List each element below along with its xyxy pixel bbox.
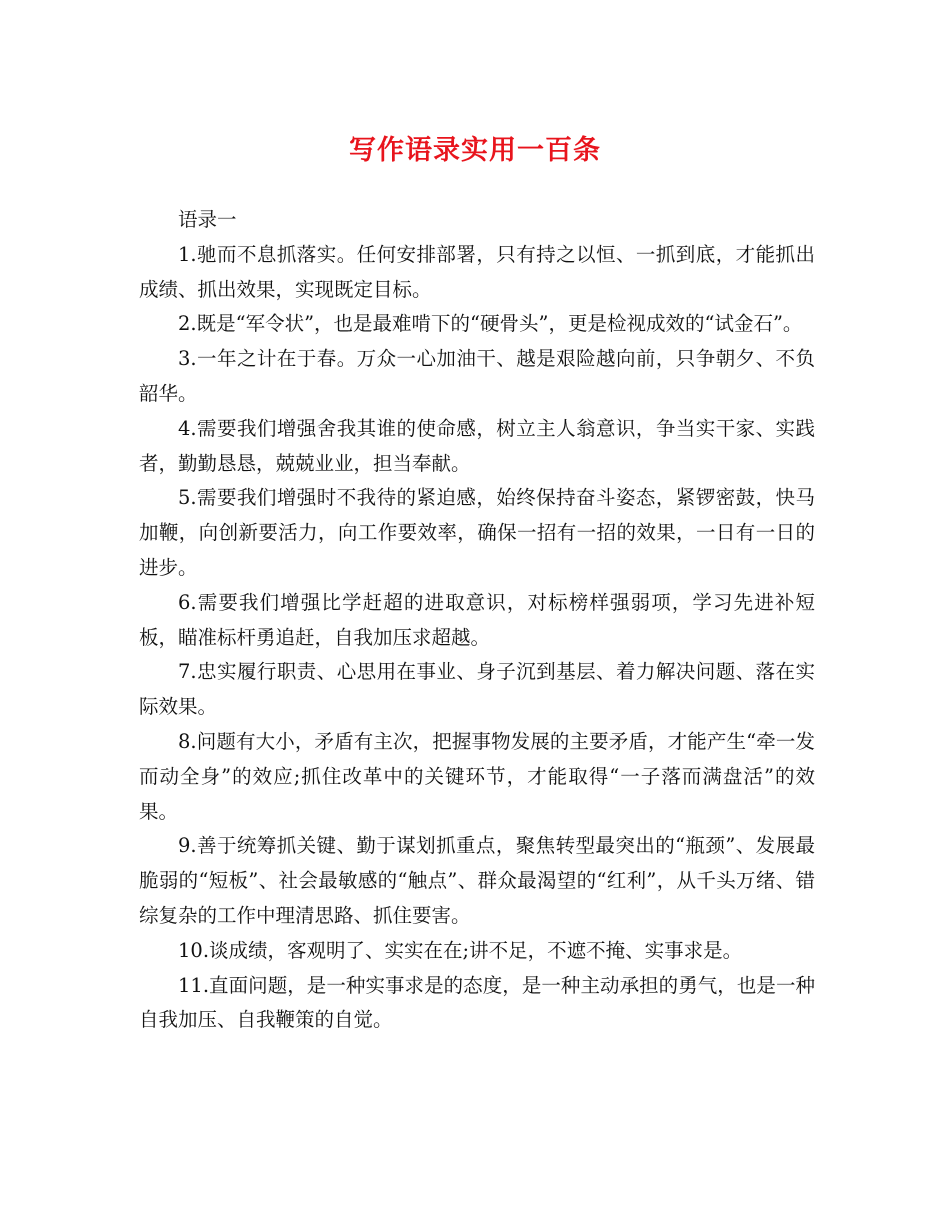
- quote-item-8: 8.问题有大小，矛盾有主次，把握事物发展的主要矛盾，才能产生“牵一发而动全身”的效应;抓住改革中的关键环节，才能取得“一子落而满盘活”的效果。: [139, 729, 815, 823]
- document-body: [139, 203, 815, 1038]
- quote-item-2: 2.既是“军令状”，也是最难啃下的“硬骨头”，更是检视成效的“试金石”。: [178, 312, 803, 336]
- quote-item-10: 10.谈成绩，客观明了、实实在在;讲不足，不遮不掩、实事求是。: [178, 938, 743, 962]
- document-title: 写作语录实用一百条: [349, 135, 601, 166]
- quote-item-1: 1.驰而不息抓落实。任何安排部署，只有持之以恒、一抓到底，才能抓出成绩、抓出效果，实现既定目标。: [139, 242, 815, 301]
- quote-item-5: 5.需要我们增强时不我待的紧迫感，始终保持奋斗姿态，紧锣密鼓，快马加鞭，向创新要活力，向工作要效率，确保一招有一招的效果，一日有一日的进步。: [139, 486, 815, 579]
- quote-item-3: 3.一年之计在于春。万众一心加油干、越是艰险越向前，只争朝夕、不负韶华。: [139, 347, 815, 405]
- quote-item-9: 9.善于统筹抓关键、勤于谋划抓重点，聚焦转型最突出的“瓶颈”、发展最脆弱的“短板”、社会最敏感的“触点”、群众最渴望的“红利”，从千头万绪、错综复杂的工作中理清思路、抓住要害。: [139, 834, 815, 927]
- quote-item-7: 7.忠实履行职责、心思用在事业、身子沉到基层、着力解决问题、落在实际效果。: [139, 660, 815, 719]
- section-heading: 语录一: [178, 208, 237, 231]
- quote-item-11: 11.直面问题，是一种实事求是的态度，是一种主动承担的勇气，也是一种自我加压、自我鞭策的自觉。: [139, 973, 815, 1032]
- quote-item-4: 4.需要我们增强舍我其谁的使命感，树立主人翁意识，争当实干家、实践者，勤勤恳恳，兢兢业业，担当奉献。: [139, 416, 815, 475]
- quote-item-6: 6.需要我们增强比学赶超的进取意识，对标榜样强弱项，学习先进补短板，瞄准标杆勇追赶，自我加压求超越。: [139, 590, 815, 649]
